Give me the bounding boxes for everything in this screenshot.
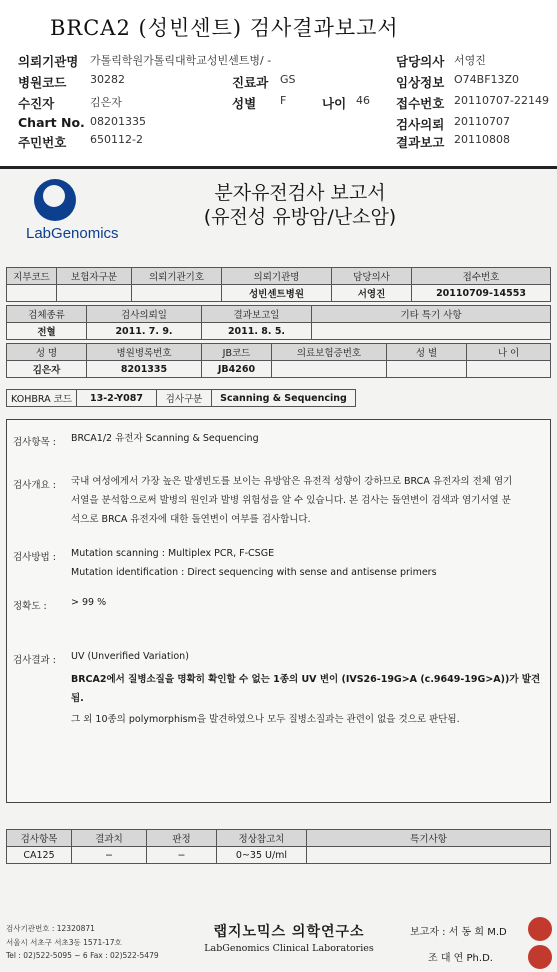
report-title bbox=[160, 181, 440, 229]
table-cell: 2011. 8. 5. bbox=[202, 323, 312, 340]
table-row bbox=[7, 268, 551, 285]
results-box bbox=[6, 419, 551, 803]
accuracy-value: > 99 % bbox=[71, 597, 107, 608]
result-heading: UV (Unverified Variation) bbox=[71, 651, 189, 662]
table-cell bbox=[467, 361, 551, 378]
summary-label: 임상정보 bbox=[396, 75, 445, 90]
table-cell bbox=[7, 285, 57, 302]
table-header-cell: 접수번호 bbox=[412, 268, 551, 285]
table-cell bbox=[312, 323, 551, 340]
summary-line: 석으로 BRCA 유전자에 대한 돌연변이 여부를 검사합니다. bbox=[71, 514, 311, 525]
accuracy-label: 정확도 : bbox=[13, 601, 47, 612]
logo-circle-icon bbox=[34, 179, 76, 221]
lab-registration: 검사기관번호 : 12320871 bbox=[6, 924, 95, 933]
summary-text bbox=[71, 472, 541, 529]
lab-phone: Tel : 02)522-5095 ~ 6 Fax : 02)522-5479 bbox=[6, 951, 159, 960]
table-header-cell: 의료보험증번호 bbox=[272, 344, 387, 361]
kohbra-table bbox=[6, 389, 356, 407]
table-cell bbox=[387, 361, 467, 378]
summary-value: 46 bbox=[356, 94, 370, 107]
seal-stamp-icon bbox=[528, 917, 552, 941]
table-header-cell: 나 이 bbox=[467, 344, 551, 361]
summary-label: 나이 bbox=[322, 96, 347, 111]
table-header-cell: 의뢰기관기호 bbox=[132, 268, 222, 285]
table-cell: 0~35 U/ml bbox=[217, 847, 307, 864]
summary-value: 서영진 bbox=[454, 54, 486, 67]
kohbra-code: 13-2-Y087 bbox=[77, 390, 157, 407]
method-text bbox=[71, 544, 541, 582]
table-header-cell: 결과치 bbox=[72, 830, 147, 847]
summary-row-hospital-code bbox=[18, 73, 548, 91]
summary-value: 김은자 bbox=[90, 96, 122, 109]
result-line: BRCA2에서 질병소질을 명확히 확인할 수 없는 1종의 UV 변이 (IVS26-19G>A (c.9649-19G>A))가 발견됨. bbox=[71, 674, 541, 704]
result-line: 그 외 10종의 polymorphism을 발견하였으나 모두 질병소질과는 관련이 없을 것으로 판단됨. bbox=[71, 714, 460, 725]
table-header-cell: 판정 bbox=[147, 830, 217, 847]
table-row bbox=[7, 344, 551, 361]
reporter-signature-2: 조 대 연 Ph.D. bbox=[428, 953, 493, 964]
reporter-signature: 보고자 : 서 동 희 M.D bbox=[410, 927, 507, 938]
summary-label: 병원코드 bbox=[18, 75, 67, 90]
table-cell bbox=[307, 847, 551, 864]
table-row bbox=[7, 390, 356, 407]
table-header-cell: 검사의뢰일 bbox=[87, 306, 202, 323]
summary-row-institution bbox=[18, 52, 548, 70]
table-header-cell: 병원병록번호 bbox=[87, 344, 202, 361]
summary-value: 20110707 bbox=[454, 115, 510, 128]
table-cell: 20110709-14553 bbox=[412, 285, 551, 302]
table-header-cell: 결과보고일 bbox=[202, 306, 312, 323]
summary-label: 주민번호 bbox=[18, 135, 67, 150]
summary-label: Chart No. bbox=[18, 115, 85, 130]
result-text bbox=[71, 647, 541, 729]
summary-label: 검사의뢰 bbox=[396, 117, 445, 132]
report-title-line1: 분자유전검사 보고서 bbox=[214, 182, 386, 204]
table-header-cell: JB코드 bbox=[202, 344, 272, 361]
summary-row-resident bbox=[18, 133, 548, 151]
table-header-cell: 의뢰기관명 bbox=[222, 268, 332, 285]
table-cell: 서영진 bbox=[332, 285, 412, 302]
specimen-info-table bbox=[6, 305, 551, 340]
document-title: BRCA2 (성빈센트) 검사결과보고서 bbox=[50, 16, 399, 40]
summary-value: GS bbox=[280, 73, 296, 86]
lab-address: 서울시 서초구 서초3동 1571-17호 bbox=[6, 938, 122, 947]
result-label: 검사결과 : bbox=[13, 655, 56, 666]
method-label: 검사방법 : bbox=[13, 552, 56, 563]
table-header-cell: 성 명 bbox=[7, 344, 87, 361]
table-row bbox=[7, 323, 551, 340]
table-row bbox=[7, 830, 551, 847]
table-cell: − bbox=[72, 847, 147, 864]
summary-value: 20110707-22149 bbox=[454, 94, 549, 107]
summary-value: O74BF13Z0 bbox=[454, 73, 520, 86]
summary-label: 담당의사 bbox=[396, 54, 445, 69]
method-line: Mutation identification : Direct sequencing with sense and antisense primers bbox=[71, 567, 437, 578]
table-header-cell: 담당의사 bbox=[332, 268, 412, 285]
table-cell: 김은자 bbox=[7, 361, 87, 378]
summary-label: 결과보고 bbox=[396, 135, 445, 150]
table-row bbox=[7, 361, 551, 378]
table-header-cell: 특기사항 bbox=[307, 830, 551, 847]
patient-info-table bbox=[6, 267, 551, 302]
summary-line: 국내 여성에게서 가장 높은 발생빈도를 보이는 유방암은 유전적 성향이 강하므로 BRCA 유전자의 전체 염기 bbox=[71, 476, 513, 487]
summary-row-chart bbox=[18, 115, 548, 133]
table-cell: 8201335 bbox=[87, 361, 202, 378]
method-line: Mutation scanning : Multiplex PCR, F-CSGE bbox=[71, 548, 275, 559]
table-header-cell: 검사항목 bbox=[7, 830, 72, 847]
summary-value: 650112-2 bbox=[90, 133, 143, 146]
lab-name-en: LabGenomics Clinical Laboratories bbox=[204, 943, 374, 954]
summary-row-patient bbox=[18, 94, 548, 112]
table-cell bbox=[132, 285, 222, 302]
report-title-line2: (유전성 유방암/난소암) bbox=[203, 206, 397, 228]
summary-value: F bbox=[280, 94, 287, 107]
summary-line: 서열을 분석함으로써 발병의 원인과 발병 위험성을 알 수 있습니다. 본 검사는 돌연변이 검색과 염기서열 분 bbox=[71, 495, 511, 506]
lab-name-ko: 랩지노믹스 의학연구소 bbox=[213, 924, 365, 940]
table-cell: 전혈 bbox=[7, 323, 87, 340]
summary-label: 수진자 bbox=[18, 96, 55, 111]
test-item-label: 검사항목 : bbox=[13, 437, 56, 448]
summary-label: 진료과 bbox=[232, 75, 269, 90]
summary-label: 접수번호 bbox=[396, 96, 445, 111]
summary-label: 의뢰기관명 bbox=[18, 54, 79, 69]
table-cell bbox=[57, 285, 132, 302]
summary-header bbox=[0, 0, 557, 166]
table-cell: 성빈센트병원 bbox=[222, 285, 332, 302]
table-header-cell: 지부코드 bbox=[7, 268, 57, 285]
report-footer bbox=[0, 909, 557, 972]
summary-value: 30282 bbox=[90, 73, 125, 86]
table-row bbox=[7, 847, 551, 864]
lab-name bbox=[204, 921, 374, 954]
table-header-cell: 성 별 bbox=[387, 344, 467, 361]
kohbra-category: Scanning & Sequencing bbox=[212, 390, 356, 407]
table-header-cell: 보험자구분 bbox=[57, 268, 132, 285]
report-sheet bbox=[0, 166, 557, 972]
summary-value: 가톨릭학원가톨릭대학교성빈센트병/ - bbox=[90, 54, 272, 67]
table-row bbox=[7, 285, 551, 302]
test-item-value: BRCA1/2 유전자 Scanning & Sequencing bbox=[71, 433, 259, 444]
table-cell: CA125 bbox=[7, 847, 72, 864]
labgenomics-logo bbox=[26, 179, 119, 242]
kohbra-category-label: 검사구분 bbox=[157, 390, 212, 407]
summary-value: 08201335 bbox=[90, 115, 146, 128]
summary-label: 성별 bbox=[232, 96, 257, 111]
table-cell bbox=[272, 361, 387, 378]
table-cell: JB4260 bbox=[202, 361, 272, 378]
summary-value: 20110808 bbox=[454, 133, 510, 146]
summary-label: 검사개요 : bbox=[13, 480, 56, 491]
table-row bbox=[7, 306, 551, 323]
table-header-cell: 기타 특기 사항 bbox=[312, 306, 551, 323]
ca125-table bbox=[6, 829, 551, 864]
table-header-cell: 검체종류 bbox=[7, 306, 87, 323]
seal-stamp-icon bbox=[528, 945, 552, 969]
kohbra-label: KOHBRA 코드 bbox=[7, 390, 77, 407]
patient-detail-table bbox=[6, 343, 551, 378]
table-cell: 2011. 7. 9. bbox=[87, 323, 202, 340]
logo-text: LabGenomics bbox=[26, 225, 119, 242]
table-cell: − bbox=[147, 847, 217, 864]
table-header-cell: 정상참고치 bbox=[217, 830, 307, 847]
